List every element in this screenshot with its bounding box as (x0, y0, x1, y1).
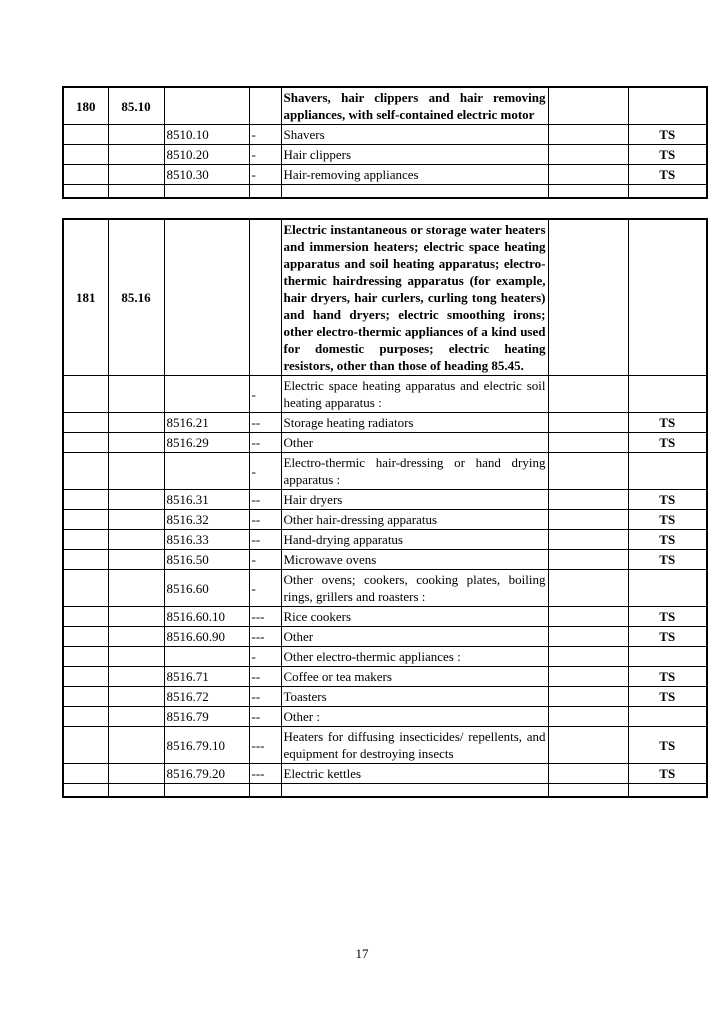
blank-cell (548, 185, 628, 198)
status-cell: TS (628, 550, 707, 570)
table-row (63, 570, 707, 607)
heading-code-cell (108, 490, 164, 510)
dash-indicator-cell: -- (249, 490, 281, 510)
description-cell: Electro-thermic hair-dressing or hand drying apparatus : (281, 453, 548, 490)
row-number-cell (63, 687, 108, 707)
dash-indicator-cell: - (249, 570, 281, 607)
table-row (63, 125, 707, 145)
row-number-cell (63, 433, 108, 453)
row-number-cell: 181 (63, 219, 108, 376)
heading-code-cell (108, 165, 164, 185)
subheading-code-cell: 8516.79.20 (164, 764, 249, 784)
description-cell: Electric kettles (281, 764, 548, 784)
status-cell: TS (628, 433, 707, 453)
heading-code-cell (108, 667, 164, 687)
blank-cell (548, 433, 628, 453)
table-row (63, 165, 707, 185)
blank-cell (548, 453, 628, 490)
heading-code-cell (108, 687, 164, 707)
dash-indicator-cell: -- (249, 687, 281, 707)
row-number-cell (63, 570, 108, 607)
row-number-cell (63, 145, 108, 165)
dash-indicator-cell: --- (249, 727, 281, 764)
row-number-cell (63, 413, 108, 433)
blank-cell (548, 125, 628, 145)
description-cell: Storage heating radiators (281, 413, 548, 433)
description-cell (281, 185, 548, 198)
status-cell (628, 707, 707, 727)
table-heading-row (63, 219, 707, 376)
hs-table-1 (62, 218, 708, 798)
table-row (63, 453, 707, 490)
blank-cell (548, 550, 628, 570)
row-number-cell (63, 627, 108, 647)
blank-cell (548, 687, 628, 707)
heading-code-cell (108, 707, 164, 727)
subheading-code-cell: 8516.21 (164, 413, 249, 433)
heading-code-cell (108, 530, 164, 550)
blank-cell (548, 607, 628, 627)
status-cell: TS (628, 687, 707, 707)
blank-cell (548, 784, 628, 797)
blank-cell (548, 510, 628, 530)
empty-table-row (63, 185, 707, 198)
blank-cell (548, 490, 628, 510)
description-cell: Hair-removing appliances (281, 165, 548, 185)
subheading-code-cell: 8516.31 (164, 490, 249, 510)
status-cell: TS (628, 490, 707, 510)
heading-code-cell (108, 570, 164, 607)
subheading-code-cell (164, 453, 249, 490)
description-cell: Microwave ovens (281, 550, 548, 570)
description-cell: Shavers (281, 125, 548, 145)
heading-code-cell (108, 607, 164, 627)
row-number-cell (63, 764, 108, 784)
blank-cell (548, 219, 628, 376)
dash-indicator-cell: --- (249, 627, 281, 647)
status-cell: TS (628, 413, 707, 433)
status-cell (628, 784, 707, 797)
heading-code-cell: 85.16 (108, 219, 164, 376)
subheading-code-cell: 8516.79.10 (164, 727, 249, 764)
table-row (63, 550, 707, 570)
table-row (63, 490, 707, 510)
subheading-code-cell: 8516.72 (164, 687, 249, 707)
dash-indicator-cell: - (249, 453, 281, 490)
table-row (63, 764, 707, 784)
heading-code-cell (108, 376, 164, 413)
description-cell: Rice cookers (281, 607, 548, 627)
table-row (63, 145, 707, 165)
subheading-code-cell (164, 185, 249, 198)
blank-cell (548, 413, 628, 433)
description-cell: Coffee or tea makers (281, 667, 548, 687)
table-row (63, 687, 707, 707)
dash-indicator-cell: -- (249, 667, 281, 687)
blank-cell (548, 376, 628, 413)
subheading-code-cell: 8516.60 (164, 570, 249, 607)
row-number-cell (63, 727, 108, 764)
subheading-code-cell (164, 784, 249, 797)
blank-cell (548, 627, 628, 647)
subheading-code-cell: 8516.33 (164, 530, 249, 550)
description-cell (281, 784, 548, 797)
description-cell: Heaters for diffusing insecticides/ repellents, and equipment for destroying insects (281, 727, 548, 764)
blank-cell (548, 570, 628, 607)
subheading-code-cell (164, 647, 249, 667)
row-number-cell: 180 (63, 87, 108, 125)
table-row (63, 627, 707, 647)
dash-indicator-cell: - (249, 145, 281, 165)
subheading-code-cell (164, 376, 249, 413)
row-number-cell (63, 784, 108, 797)
dash-indicator-cell: -- (249, 413, 281, 433)
hs-table-0-body (63, 87, 707, 198)
row-number-cell (63, 550, 108, 570)
row-number-cell (63, 453, 108, 490)
heading-code-cell: 85.10 (108, 87, 164, 125)
hs-table-1-body (63, 219, 707, 797)
dash-indicator-cell (249, 185, 281, 198)
status-cell: TS (628, 530, 707, 550)
blank-cell (548, 87, 628, 125)
page-number: 17 (355, 946, 369, 961)
row-number-cell (63, 165, 108, 185)
table-heading-row (63, 87, 707, 125)
dash-indicator-cell (249, 219, 281, 376)
dash-indicator-cell: - (249, 165, 281, 185)
table-row (63, 433, 707, 453)
blank-cell (548, 647, 628, 667)
empty-table-row (63, 784, 707, 797)
blank-cell (548, 145, 628, 165)
dash-indicator-cell: -- (249, 530, 281, 550)
status-cell (628, 185, 707, 198)
description-cell: Shavers, hair clippers and hair removing appliances, with self-contained electric motor (281, 87, 548, 125)
row-number-cell (63, 510, 108, 530)
table-row (63, 647, 707, 667)
status-cell (628, 647, 707, 667)
subheading-code-cell: 8516.32 (164, 510, 249, 530)
subheading-code-cell: 8516.50 (164, 550, 249, 570)
heading-code-cell (108, 510, 164, 530)
subheading-code-cell (164, 219, 249, 376)
row-number-cell (63, 125, 108, 145)
row-number-cell (63, 530, 108, 550)
table-row (63, 376, 707, 413)
heading-code-cell (108, 764, 164, 784)
status-cell: TS (628, 764, 707, 784)
table-row (63, 413, 707, 433)
row-number-cell (63, 647, 108, 667)
dash-indicator-cell: - (249, 125, 281, 145)
description-cell: Hair clippers (281, 145, 548, 165)
row-number-cell (63, 707, 108, 727)
subheading-code-cell (164, 87, 249, 125)
heading-code-cell (108, 647, 164, 667)
heading-code-cell (108, 453, 164, 490)
description-cell: Other electro-thermic appliances : (281, 647, 548, 667)
heading-code-cell (108, 413, 164, 433)
blank-cell (548, 667, 628, 687)
dash-indicator-cell: --- (249, 607, 281, 627)
blank-cell (548, 165, 628, 185)
description-cell: Electric space heating apparatus and electric soil heating apparatus : (281, 376, 548, 413)
status-cell: TS (628, 165, 707, 185)
heading-code-cell (108, 727, 164, 764)
status-cell (628, 219, 707, 376)
status-cell (628, 453, 707, 490)
status-cell: TS (628, 607, 707, 627)
subheading-code-cell: 8510.10 (164, 125, 249, 145)
dash-indicator-cell (249, 784, 281, 797)
subheading-code-cell: 8516.29 (164, 433, 249, 453)
table-row (63, 667, 707, 687)
subheading-code-cell: 8510.20 (164, 145, 249, 165)
blank-cell (548, 764, 628, 784)
description-cell: Other ovens; cookers, cooking plates, boiling rings, grillers and roasters : (281, 570, 548, 607)
heading-code-cell (108, 784, 164, 797)
subheading-code-cell: 8516.60.10 (164, 607, 249, 627)
row-number-cell (63, 607, 108, 627)
subheading-code-cell: 8510.30 (164, 165, 249, 185)
description-cell: Other : (281, 707, 548, 727)
description-cell: Hand-drying apparatus (281, 530, 548, 550)
status-cell (628, 87, 707, 125)
blank-cell (548, 707, 628, 727)
table-row (63, 727, 707, 764)
status-cell: TS (628, 510, 707, 530)
description-cell: Other hair-dressing apparatus (281, 510, 548, 530)
heading-code-cell (108, 185, 164, 198)
status-cell: TS (628, 627, 707, 647)
heading-code-cell (108, 433, 164, 453)
dash-indicator-cell: --- (249, 764, 281, 784)
heading-code-cell (108, 125, 164, 145)
status-cell: TS (628, 125, 707, 145)
dash-indicator-cell: -- (249, 707, 281, 727)
dash-indicator-cell: -- (249, 433, 281, 453)
dash-indicator-cell (249, 87, 281, 125)
dash-indicator-cell: - (249, 376, 281, 413)
blank-cell (548, 727, 628, 764)
row-number-cell (63, 376, 108, 413)
description-cell: Electric instantaneous or storage water heaters and immersion heaters; electric space heating apparatus and soil heating apparatus; electro-thermic hairdressing apparatus (for example, hair dryers, hair curlers, curling tong heaters) and hand dryers; electric smoothing irons; other electro-thermic appliances of a kind used for domestic purposes; electric heating resistors, other than those of heading 85.45. (281, 219, 548, 376)
status-cell (628, 376, 707, 413)
row-number-cell (63, 185, 108, 198)
row-number-cell (63, 490, 108, 510)
dash-indicator-cell: - (249, 647, 281, 667)
status-cell: TS (628, 727, 707, 764)
subheading-code-cell: 8516.79 (164, 707, 249, 727)
dash-indicator-cell: - (249, 550, 281, 570)
table-row (63, 510, 707, 530)
hs-table-0 (62, 86, 708, 199)
row-number-cell (63, 667, 108, 687)
blank-cell (548, 530, 628, 550)
description-cell: Other (281, 433, 548, 453)
subheading-code-cell: 8516.71 (164, 667, 249, 687)
description-cell: Other (281, 627, 548, 647)
status-cell: TS (628, 667, 707, 687)
table-row (63, 707, 707, 727)
dash-indicator-cell: -- (249, 510, 281, 530)
description-cell: Hair dryers (281, 490, 548, 510)
heading-code-cell (108, 627, 164, 647)
description-cell: Toasters (281, 687, 548, 707)
table-row (63, 530, 707, 550)
heading-code-cell (108, 550, 164, 570)
status-cell (628, 570, 707, 607)
status-cell: TS (628, 145, 707, 165)
subheading-code-cell: 8516.60.90 (164, 627, 249, 647)
table-row (63, 607, 707, 627)
heading-code-cell (108, 145, 164, 165)
